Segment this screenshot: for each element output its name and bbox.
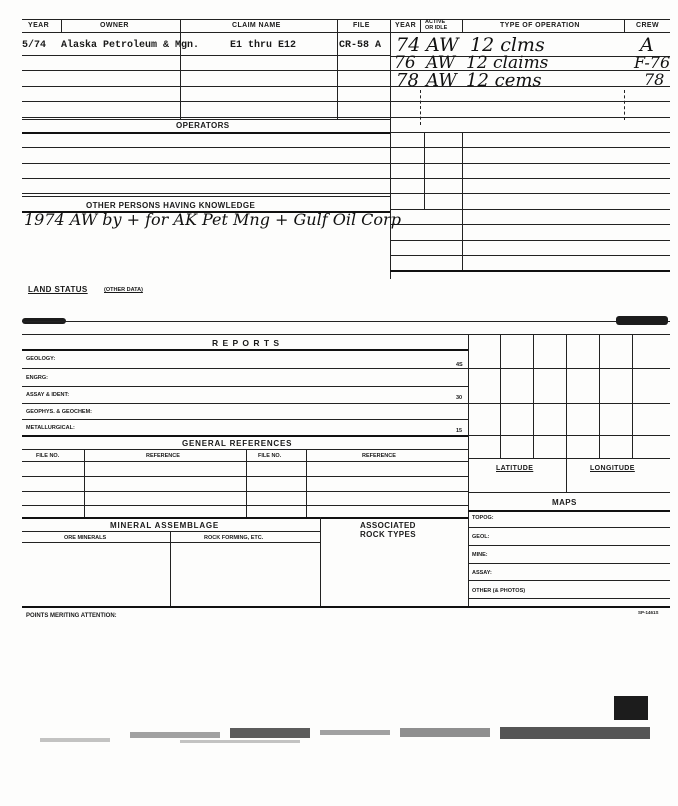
map-row-label: OTHER (& PHOTOS) (472, 588, 526, 594)
activity-year: 78 (396, 70, 419, 91)
report-label: ENGRG: (26, 375, 48, 381)
general-refs-title: GENERAL REFERENCES (182, 439, 293, 448)
map-row-label: MINE: (472, 552, 488, 558)
activity-status: AW (426, 34, 459, 56)
form-number: SP-1461S (638, 610, 659, 615)
col-header-year: YEAR (28, 22, 50, 29)
report-num: 30 (456, 395, 463, 401)
report-label: METALLURGICAL: (26, 425, 75, 431)
assoc-rock-types-1: ASSOCIATED (360, 521, 416, 530)
activity-crew: 78 (644, 70, 665, 89)
col-header-type-of-operation: TYPE OF OPERATION (500, 22, 580, 29)
report-label: ASSAY & IDENT: (26, 392, 70, 398)
col-header-active: ACTIVE (425, 19, 446, 25)
claim-name: E1 thru E12 (230, 40, 297, 51)
knowledge-title: OTHER PERSONS HAVING KNOWLEDGE (86, 201, 256, 210)
mineral-title: MINERAL ASSEMBLAGE (110, 521, 220, 530)
land-status-sub: (OTHER DATA) (104, 287, 143, 293)
ore-minerals-header: ORE MINERALS (64, 535, 107, 541)
general-refs-col-file: FILE NO. (36, 453, 60, 459)
reports-title: R E P O R T S (212, 338, 281, 348)
assoc-rock-types-2: ROCK TYPES (360, 530, 417, 539)
activity-status: AW (426, 70, 457, 91)
points-meriting-label: POINTS MERITING ATTENTION: (26, 613, 117, 619)
activity-operation: 12 cems (466, 70, 542, 91)
operators-title: OPERATORS (176, 121, 230, 130)
activity-status: AW (426, 53, 456, 73)
map-row-label: GEOL: (472, 534, 490, 540)
claim-owner: Alaska Petroleum & Mgn. (61, 40, 200, 51)
activity-crew: A (640, 34, 654, 56)
land-status-label: LAND STATUS (28, 285, 88, 294)
bottom-rule (22, 606, 670, 608)
report-num: 15 (456, 428, 463, 434)
map-row-label: TOPOG: (472, 515, 494, 521)
latitude-label: LATITUDE (496, 465, 534, 472)
report-label: GEOLOGY: (26, 356, 56, 362)
rock-forming-header: ROCK FORMING, ETC. (204, 535, 264, 541)
activity-year: 74 (396, 34, 421, 56)
knowledge-entry: 1974 AW by + for AK Pet Mng + Gulf Oil Corp (24, 210, 401, 229)
activity-operation: 12 claims (466, 53, 549, 73)
activity-year: 76 (394, 53, 416, 73)
col-header-file: FILE (353, 22, 370, 29)
report-label: GEOPHYS. & GEOCHEM: (26, 409, 93, 415)
col-header-year-right: YEAR (395, 22, 417, 29)
maps-title: MAPS (552, 498, 577, 507)
map-row-label: ASSAY: (472, 570, 492, 576)
activity-operation: 12 clms (470, 34, 545, 56)
col-header-crew: CREW (636, 22, 659, 29)
general-refs-col-ref2: REFERENCE (362, 453, 396, 459)
activity-crew: F-76 (634, 53, 671, 72)
longitude-label: LONGITUDE (590, 465, 635, 472)
claim-file: CR-58 A (339, 40, 382, 51)
claim-year: 5/74 (22, 40, 47, 51)
col-header-owner: OWNER (100, 22, 129, 29)
general-refs-col-ref: REFERENCE (146, 453, 180, 459)
col-header-or-idle: OR IDLE (425, 25, 448, 31)
col-header-claim-name: CLAIM NAME (232, 22, 281, 29)
general-refs-col-file2: FILE NO. (258, 453, 282, 459)
report-num: 4S (456, 362, 463, 368)
